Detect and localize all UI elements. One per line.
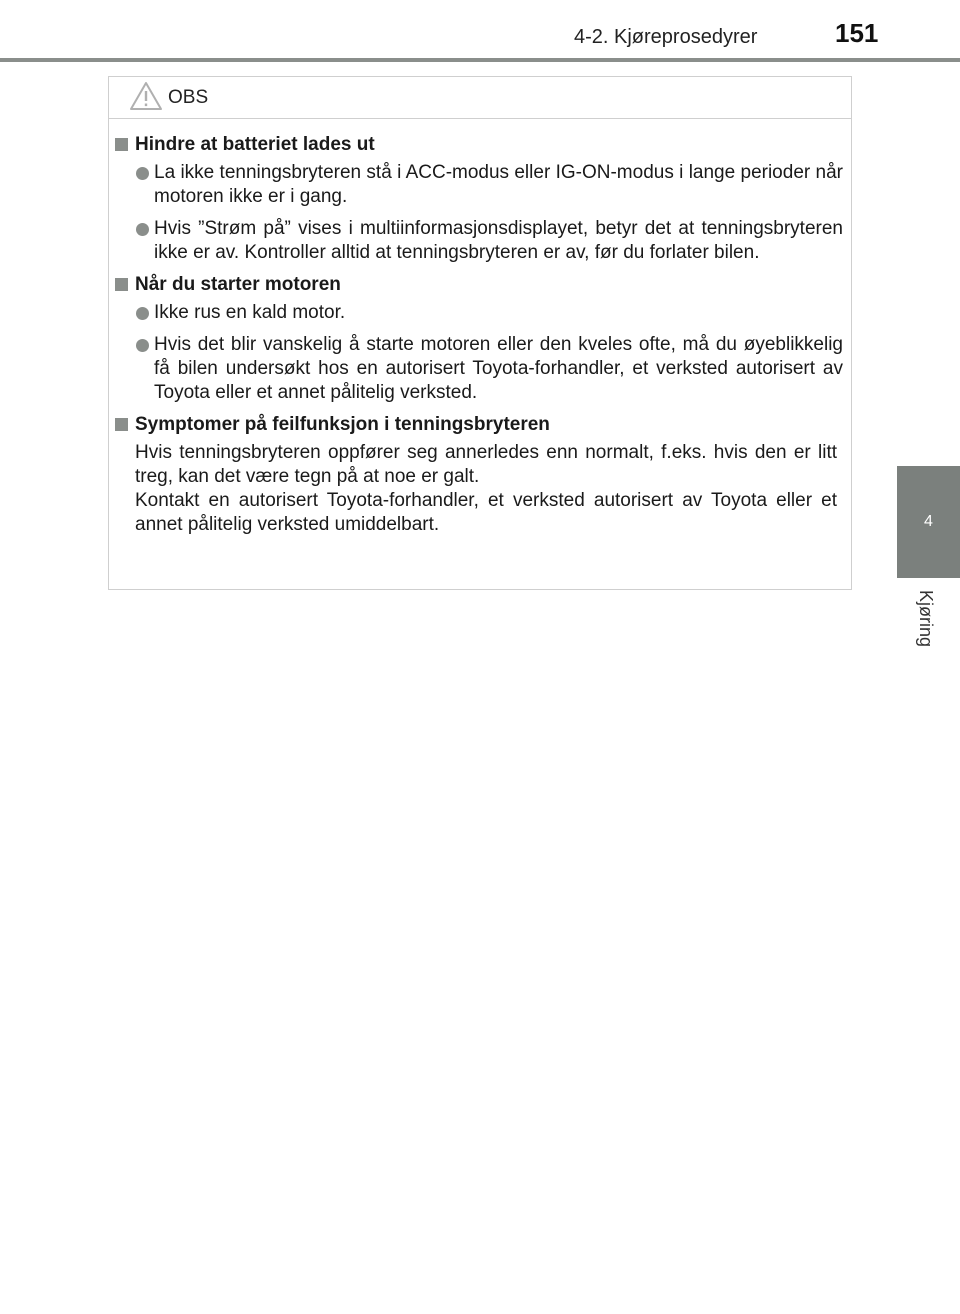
section-heading [109, 413, 851, 437]
square-bullet-icon [115, 278, 128, 291]
section-starting-engine [109, 273, 851, 405]
section-battery [109, 133, 851, 265]
obs-notice-box [108, 76, 852, 590]
section-heading [109, 133, 851, 157]
chapter-label [897, 590, 960, 660]
list-item-text: Hvis det blir vanskelig å starte motoren eller den kveles ofte, må du øyeblikkelig få bilen undersøkt hos en autorisert Toyota-forhandler, et verksted autorisert av Toyota eller et annet pålitelig verksted. [154, 334, 843, 403]
round-bullet-icon [136, 307, 149, 320]
list-item-text: La ikke tenningsbryteren stå i ACC-modus eller IG-ON-modus i lange perioder når motoren ikke er i gang. [154, 162, 843, 207]
list-item-text: Hvis ”Strøm på” vises i multiinformasjonsdisplayet, betyr det at tenningsbryteren ikke er av. Kontroller alltid at tenningsbryteren er av, før du forlater bilen. [154, 218, 843, 263]
chapter-label-text: Kjøring [916, 590, 936, 648]
round-bullet-icon [136, 223, 149, 236]
section-title: 4-2. Kjøreprosedyrer [574, 26, 758, 48]
section-heading [109, 273, 851, 297]
page-number: 151 [835, 18, 879, 48]
list-item [109, 217, 851, 265]
square-bullet-icon [115, 418, 128, 431]
list-item [109, 333, 851, 405]
square-bullet-icon [115, 138, 128, 151]
list-item [109, 301, 851, 325]
paragraph: Hvis tenningsbryteren oppfører seg annerledes enn normalt, f.eks. hvis den er litt treg, kan det være tegn på at noe er galt. [135, 442, 837, 487]
section-heading-text: Hindre at batteriet lades ut [135, 134, 375, 155]
paragraph: Kontakt en autorisert Toyota-forhandler, et verksted autorisert av Toyota eller et annet pålitelig verksted umiddelbart. [135, 490, 837, 535]
chapter-tab: 4 [897, 466, 960, 578]
round-bullet-icon [136, 167, 149, 180]
header-divider [0, 58, 960, 62]
list-item-text: Ikke rus en kald motor. [154, 302, 346, 323]
obs-title: OBS [168, 87, 209, 108]
round-bullet-icon [136, 339, 149, 352]
section-heading-text: Når du starter motoren [135, 274, 341, 295]
warning-triangle-icon [129, 81, 163, 116]
obs-header [109, 77, 851, 119]
section-ignition-malfunction [109, 413, 851, 537]
list-item [109, 161, 851, 209]
section-heading-text: Symptomer på feilfunksjon i tenningsbryteren [135, 414, 550, 435]
obs-content [109, 133, 851, 543]
